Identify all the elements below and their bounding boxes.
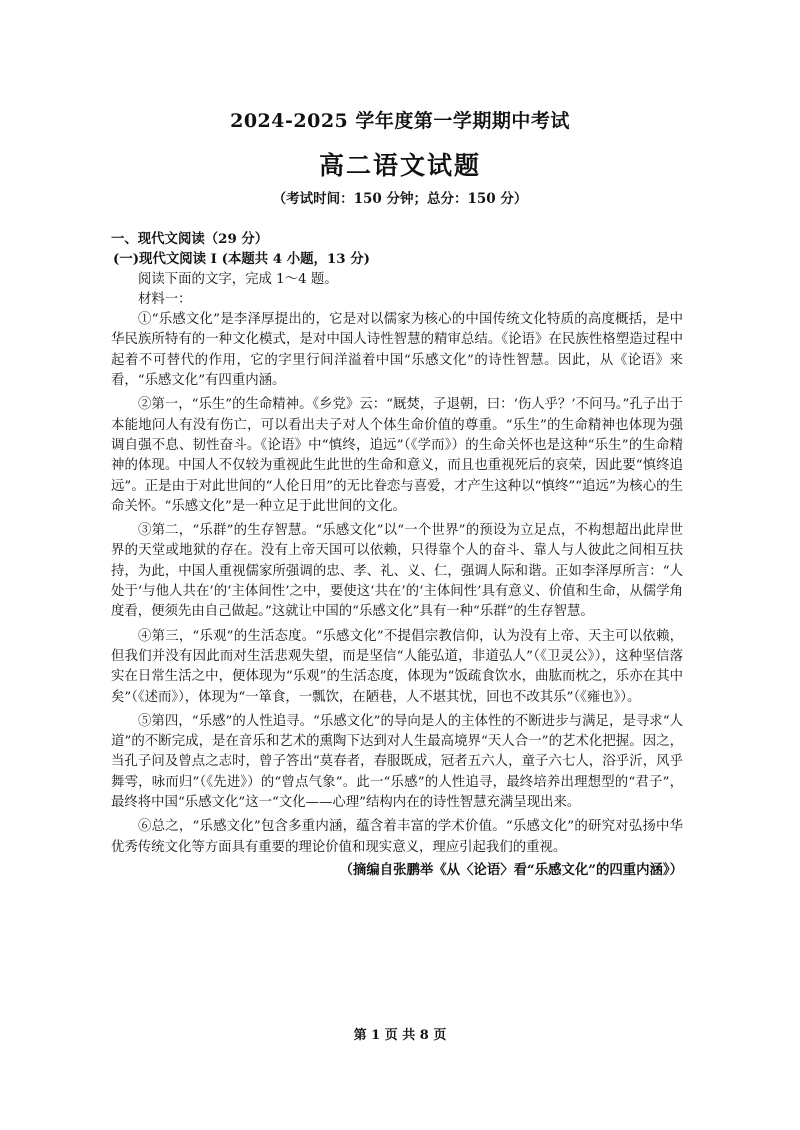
exam-title: 2024-2025 学年度第一学期期中考试 (230, 110, 570, 132)
section-heading: 一、现代文阅读（29 分） (111, 231, 269, 247)
sub-section-heading: (一)现代文阅读 I (本题共 4 小题，13 分) (113, 251, 370, 268)
paragraph-6: ⑥总之，“乐感文化”包含多重内涵，蕴含着丰富的学术价值。“乐感文化”的研究对弘扬中华优秀传统文化等方面具有重要的理论价值和现实意义，理应引起我们的重视。 (111, 819, 683, 855)
page-number: 第 1 页 共 8 页 (353, 1028, 447, 1043)
source-citation: （摘编自张鹏举《从〈论语〉看“乐感文化”的四重内涵》） (339, 861, 683, 878)
subject-title: 高二语文试题 (318, 151, 481, 180)
instruction: 阅读下面的文字，完成 1～4 题。 (138, 271, 338, 287)
exam-info: （考试时间：150 分钟；总分：150 分） (272, 191, 528, 207)
reading-section (111, 229, 683, 880)
paragraph-5: ⑤第四，“乐感”的人性追寻。“乐感文化”的导向是人的主体性的不断进步与满足，是寻求“人道”的不断完成，是在音乐和艺术的熏陶下达到对人生最高境界“天人合一”的艺术化把握。因之，当孔子问及曾点之志时，曾子答出“莫春者，春服既成，冠者五六人，童子六七人，浴乎沂，风乎舞雩，咏而归”（《先进》）的“曾点气象”。此一“乐感”的人性追寻，最终培养出理想型的“君子”，最终将中国“乐感文化”这一“文化——心理”结构内在的诗性智慧充满呈现出来。 (111, 713, 683, 811)
paragraph-4: ④第三，“乐观”的生活态度。“乐感文化”不提倡宗教信仰，认为没有上帝、天主可以依赖，但我们并没有因此而对生活悲观失望，而是坚信“人能弘道，非道弘人”（《卫灵公》），这种坚信落实在日常生活之中，便体现为“乐观”的生活态度，体现为“饭疏食饮水，曲肱而枕之，乐亦在其中矣”（《述而》），体现为“一箪食，一瓢饮，在陋巷，人不堪其忧，回也不改其乐”（《雍也》）。 (111, 628, 683, 705)
paragraph-2: ②第一，“乐生”的生命精神。《乡党》云：“厩焚，子退朝，曰：‘伤人乎？’不问马。”孔子出于本能地问人有没有伤亡，可以看出夫子对人个体生命价值的尊重。“乐生”的生命精神也体现为强调自强不息、韧性奋斗。《论语》中“慎终，追远”（《学而》）的生命关怀也是这种“乐生”的生命精神的体现。中国人不仅较为重视此生此世的生命和意义，而且也重视死后的哀荣，因此要“慎终追远”。正是由于对此世间的“人伦日用”的无比眷恋与喜爱，才产生这种以“慎终”“追远”为核心的生命关怀。“乐感文化”是一种立足于此世间的文化。 (111, 397, 683, 514)
material-label: 材料一： (138, 291, 192, 307)
paragraph-1: ①“乐感文化”是李泽厚提出的，它是对以儒家为核心的中国传统文化特质的高度概括，是中华民族所特有的一种文化模式，是对中国人诗性智慧的精审总结。《论语》在民族性格塑造过程中起着不可替代的作用，它的字里行间洋溢着中国“乐感文化”的诗性智慧。因此，从《论语》来看，“乐感文化”有四重内涵。 (111, 312, 683, 389)
paragraph-3: ③第二，“乐群”的生存智慧。“乐感文化”以“一个世界”的预设为立足点，不构想超出此岸世界的天堂或地狱的存在。没有上帝天国可以依赖，只得靠个人的奋斗、靠人与人彼此之间相互扶持，为此，中国人重视儒家所强调的忠、孝、礼、义、仁，强调人际和谐。正如李泽厚所言：“人处于‘与他人共在’的‘主体间性’之中，要使这‘共在’的‘主体间性’具有意义、价值和生命，从儒学角度看，便须先由自己做起。”这就让中国的“乐感文化”具有一种“乐群”的生存智慧。 (111, 523, 683, 620)
